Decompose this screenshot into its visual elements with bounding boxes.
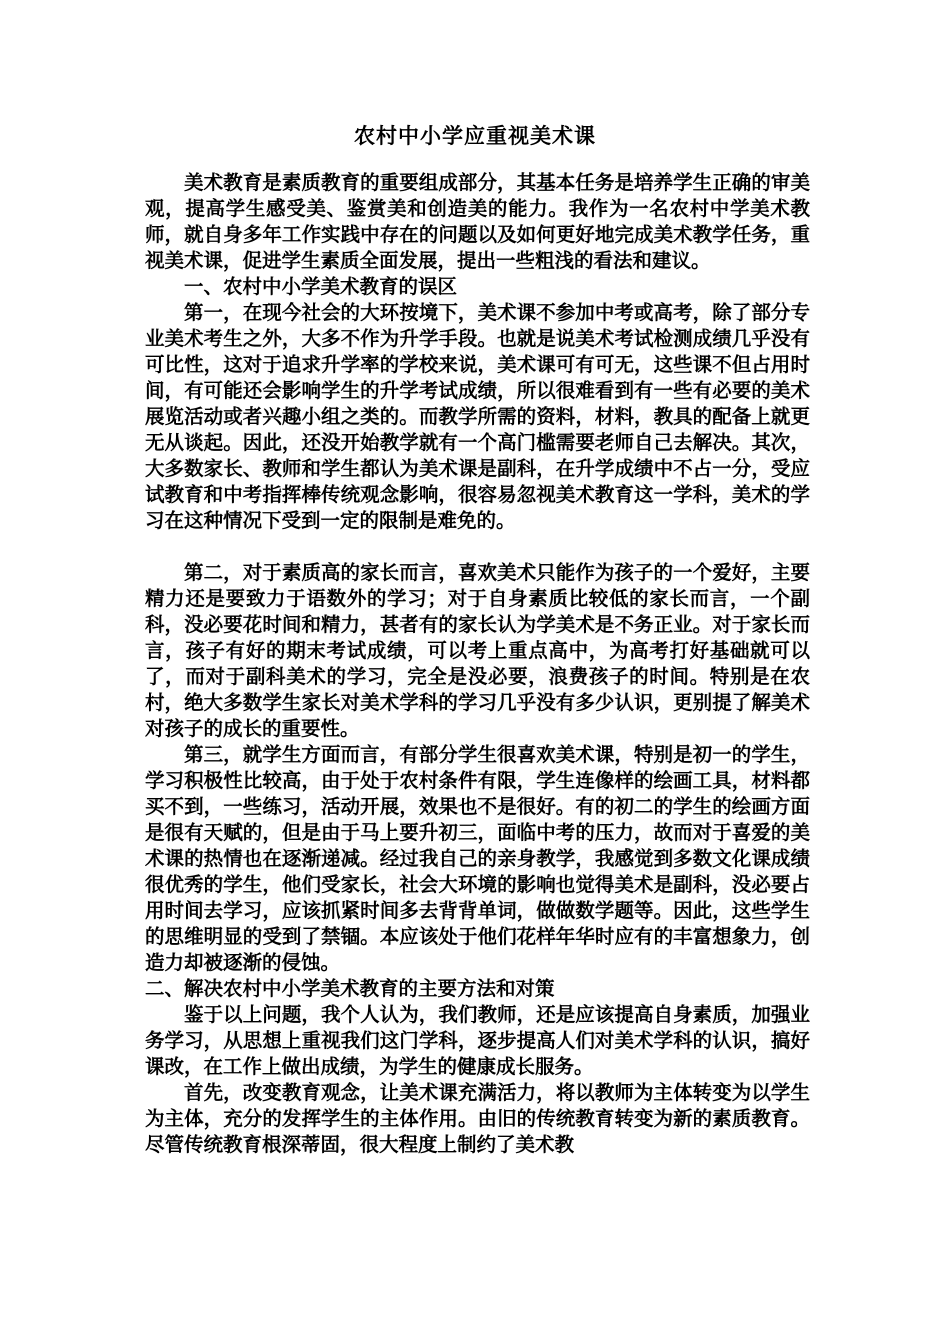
section-heading-2: 二、解决农村中小学美术教育的主要方法和对策 — [145, 977, 555, 1000]
paragraph-third-point: 第三，就学生方面而言，有部分学生很喜欢美术课，特别是初一的学生，学习积极性比较高，由于处于农村条件有限，学生连像样的绘画工具，材料都买不到，一些练习，活动开展，效果也不是很好。有的初二的学生的绘画方面是很有天赋的，但是由于马上要升初三，面临中考的压力，故而对于喜爱的美术课的热情也在逐渐递减。经过我自己的亲身教学，我感觉到多数文化课成绩很优秀的学生，他们受家长，社会大环境的影响也觉得美术是副科，没必要占用时间去学习，应该抓紧时间多去背背单词，做做数学题等。因此，这些学生的思维明显的受到了禁锢。本应该处于他们花样年华时应有的丰富想象力，创造力却被逐渐的侵蚀。 — [145, 743, 810, 974]
document-title: 农村中小学应重视美术课 — [354, 124, 596, 148]
paragraph-first-point: 第一，在现今社会的大环按境下，美术课不参加中考或高考，除了部分专业美术考生之外，大多不作为升学手段。也就是说美术考试检测成绩几乎没有可比性，这对于追求升学率的学校来说，美术课可有可无，这些课不但占用时间，有可能还会影响学生的升学考试成绩，所以很难看到有一些有必要的美术展览活动或者兴趣小组之类的。而教学所需的资料，材料，教具的配备上就更无从谈起。因此，还没开始教学就有一个高门槛需要老师自己去解决。其次，大多数家长、教师和学生都认为美术课是副科，在升学成绩中不占一分，受应试教育和中考指挥棒传统观念影响，很容易忽视美术教育这一学科，美术的学习在这种情况下受到一定的限制是难免的。 — [145, 301, 810, 532]
paragraph-solution-intro: 鉴于以上问题，我个人认为，我们教师，还是应该提高自身素质，加强业务学习，从思想上重视我们这门学科，逐步提高人们对美术学科的认识，搞好课改，在工作上做出成绩，为学生的健康成长服务。 — [145, 1003, 810, 1078]
document-body — [145, 170, 810, 1158]
paragraph-intro: 美术教育是素质教育的重要组成部分，其基本任务是培养学生正确的审美观，提高学生感受美、鉴赏美和创造美的能力。我作为一名农村中学美术教师，就自身多年工作实践中存在的问题以及如何更好地完成美术教学任务，重视美术课，促进学生素质全面发展，提出一些粗浅的看法和建议。 — [145, 171, 810, 272]
section-heading-1: 一、农村中小学美术教育的误区 — [184, 275, 458, 298]
paragraph-solution-first: 首先，改变教育观念，让美术课充满活力，将以教师为主体转变为以学生为主体，充分的发挥学生的主体作用。由旧的传统教育转变为新的素质教育。尽管传统教育根深蒂固，很大程度上制约了美术教 — [145, 1081, 810, 1156]
paragraph-second-point: 第二，对于素质高的家长而言，喜欢美术只能作为孩子的一个爱好，主要精力还是要致力于语数外的学习；对于自身素质比较低的家长而言，一个副科，没必要花时间和精力，甚者有的家长认为学美术是不务正业。对于家长而言，孩子有好的期末考试成绩，可以考上重点高中，为高考打好基础就可以了，而对于副科美术的学习，完全是没必要，浪费孩子的时间。特别是在农村，绝大多数学生家长对美术学科的学习几乎没有多少认识，更别提了解美术对孩子的成长的重要性。 — [145, 561, 810, 740]
